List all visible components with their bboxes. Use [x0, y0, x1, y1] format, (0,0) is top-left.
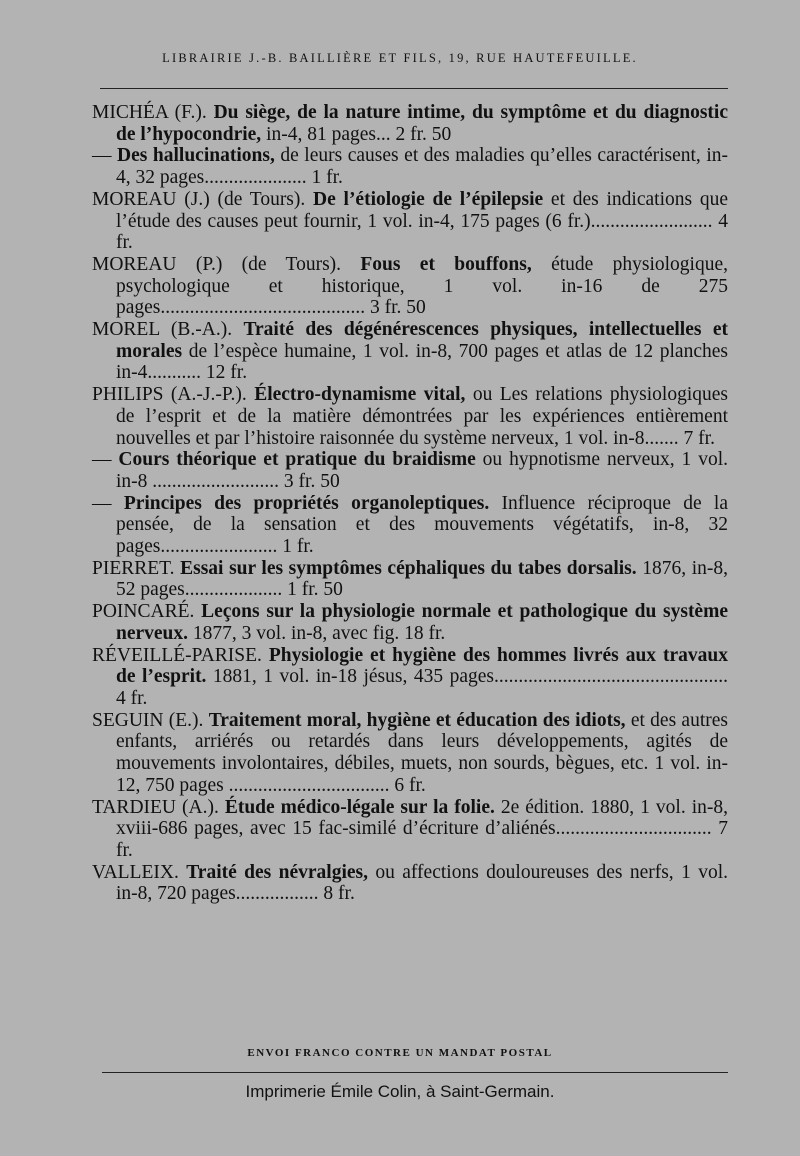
entry-author: VALLEIX.: [92, 861, 187, 883]
entry-author: —: [92, 449, 119, 471]
shipping-notice: ENVOI FRANCO CONTRE UN MANDAT POSTAL: [247, 1047, 553, 1059]
entry-author: MOREL (B.-A.).: [92, 319, 244, 341]
entry-title: Des hallucinations,: [117, 145, 275, 167]
entry-title: Essai sur les symptômes céphaliques du tabes dorsalis.: [180, 557, 637, 579]
entry-author: TARDIEU (A.).: [92, 796, 225, 818]
entry-details: et des autres enfants, arriérés ou retardés dans leurs développements, agités de mouvements involontaires, débiles, muets, non sourds, bègues, etc. 1 vol. in-12, 750 pages ................................. 6 fr.: [116, 709, 728, 796]
entry-title: Traitement moral, hygiène et éducation des idiots,: [208, 709, 626, 731]
entry-author: —: [92, 492, 124, 514]
entry-details: 2e édition. 1880, 1 vol. in-8, xviii-686 pages, avec 15 fac-similé d’écriture d’aliénés................................ 7 fr.: [116, 796, 728, 861]
entry-title: Traité des dégénérescences physiques, intellectuelles et morales: [116, 319, 728, 362]
entry-author: POINCARÉ.: [92, 601, 202, 623]
entry-title: De l’étiologie de l’épilepsie: [313, 188, 544, 210]
catalog-entry: [92, 797, 728, 862]
entry-author: SEGUIN (E.).: [92, 709, 209, 731]
catalog-entries: [92, 102, 728, 905]
entry-details: 1876, in-8, 52 pages.................... 1 fr. 50: [116, 557, 728, 601]
entry-title: Physiologie et hygiène des hommes livrés aux travaux de l’esprit.: [116, 644, 728, 688]
entry-title: Électro-dynamisme vital,: [254, 384, 466, 406]
catalog-entry: [92, 558, 728, 601]
catalog-entry: [92, 645, 728, 710]
header-rule: [100, 88, 728, 89]
entry-title: Étude médico-légale sur la folie.: [224, 796, 495, 818]
catalog-entry: [92, 449, 728, 492]
catalog-entry: [92, 601, 728, 644]
entry-details: 1881, 1 vol. in-18 jésus, 435 pages................................................ 4 fr.: [116, 666, 728, 709]
page-header: LIBRAIRIE J.-B. BAILLIÈRE ET FILS, 19, RUE HAUTEFEUILLE.: [162, 51, 638, 65]
entry-author: MOREAU (P.) (de Tours).: [92, 253, 361, 275]
catalog-entry: [92, 319, 728, 384]
entry-author: MICHÉA (F.).: [92, 102, 214, 123]
entry-details: et des indications que l’étude des causes peut fournir, 1 vol. in-4, 175 pages (6 fr.)......................... 4 fr.: [116, 188, 728, 254]
catalog-entry: [92, 493, 728, 558]
footer-rule: [102, 1072, 728, 1073]
entry-title: Fous et bouffons,: [360, 253, 532, 275]
entry-author: PHILIPS (A.-J.-P.).: [92, 384, 255, 406]
entry-title: Leçons sur la physiologie normale et pathologique du système nerveux.: [116, 601, 728, 644]
entry-author: MOREAU (J.) (de Tours).: [92, 188, 314, 210]
entry-author: RÉVEILLÉ-PARISE.: [92, 644, 269, 666]
entry-details: étude physiologique, psychologique et historique, 1 vol. in-16 de 275 pages.......................................... 3 fr. 50: [116, 253, 728, 319]
catalog-entry: [92, 384, 728, 449]
entry-details: de l’espèce humaine, 1 vol. in-8, 700 pages et atlas de 12 planches in-4........... 12 fr.: [116, 340, 728, 384]
catalog-entry: [92, 102, 728, 145]
entry-author: —: [92, 145, 118, 167]
entry-details: Influence réciproque de la pensée, de la sensation et des mouvements végétatifs, in-8, 32 pages........................ 1 fr.: [116, 492, 728, 558]
entry-details: de leurs causes et des maladies qu’elles caractérisent, in-4, 32 pages..................... 1 fr.: [116, 145, 728, 189]
entry-details: ou Les relations physiologiques de l’esprit et de la matière démontrées par les expériences entièrement nouvelles et par l’histoire raisonnée du système nerveux, 1 vol. in-8....... 7 fr.: [116, 384, 728, 449]
entry-title: Principes des propriétés organoleptiques.: [123, 492, 490, 514]
catalog-entry: [92, 710, 728, 797]
catalog-entry: [92, 254, 728, 319]
catalog-entry: [92, 189, 728, 254]
printer-imprint: Imprimerie Émile Colin, à Saint-Germain.: [245, 1082, 555, 1101]
entry-title: Du siège, de la nature intime, du symptôme et du diagnostic de l’hypocondrie,: [116, 102, 728, 145]
entry-details: ou hypnotisme nerveux, 1 vol. in-8 .......................... 3 fr. 50: [116, 449, 728, 492]
catalog-entry: [92, 862, 728, 905]
entry-author: PIERRET.: [92, 557, 181, 579]
entry-details: 1877, 3 vol. in-8, avec fig. 18 fr.: [188, 622, 446, 644]
entry-title: Cours théorique et pratique du braidisme: [118, 449, 476, 471]
entry-details: ou affections douloureuses des nerfs, 1 vol. in-8, 720 pages................. 8 fr.: [116, 861, 728, 905]
entry-title: Traité des névralgies,: [186, 861, 368, 883]
entry-details: in-4, 81 pages... 2 fr. 50: [261, 123, 452, 145]
catalog-entry: [92, 145, 728, 188]
